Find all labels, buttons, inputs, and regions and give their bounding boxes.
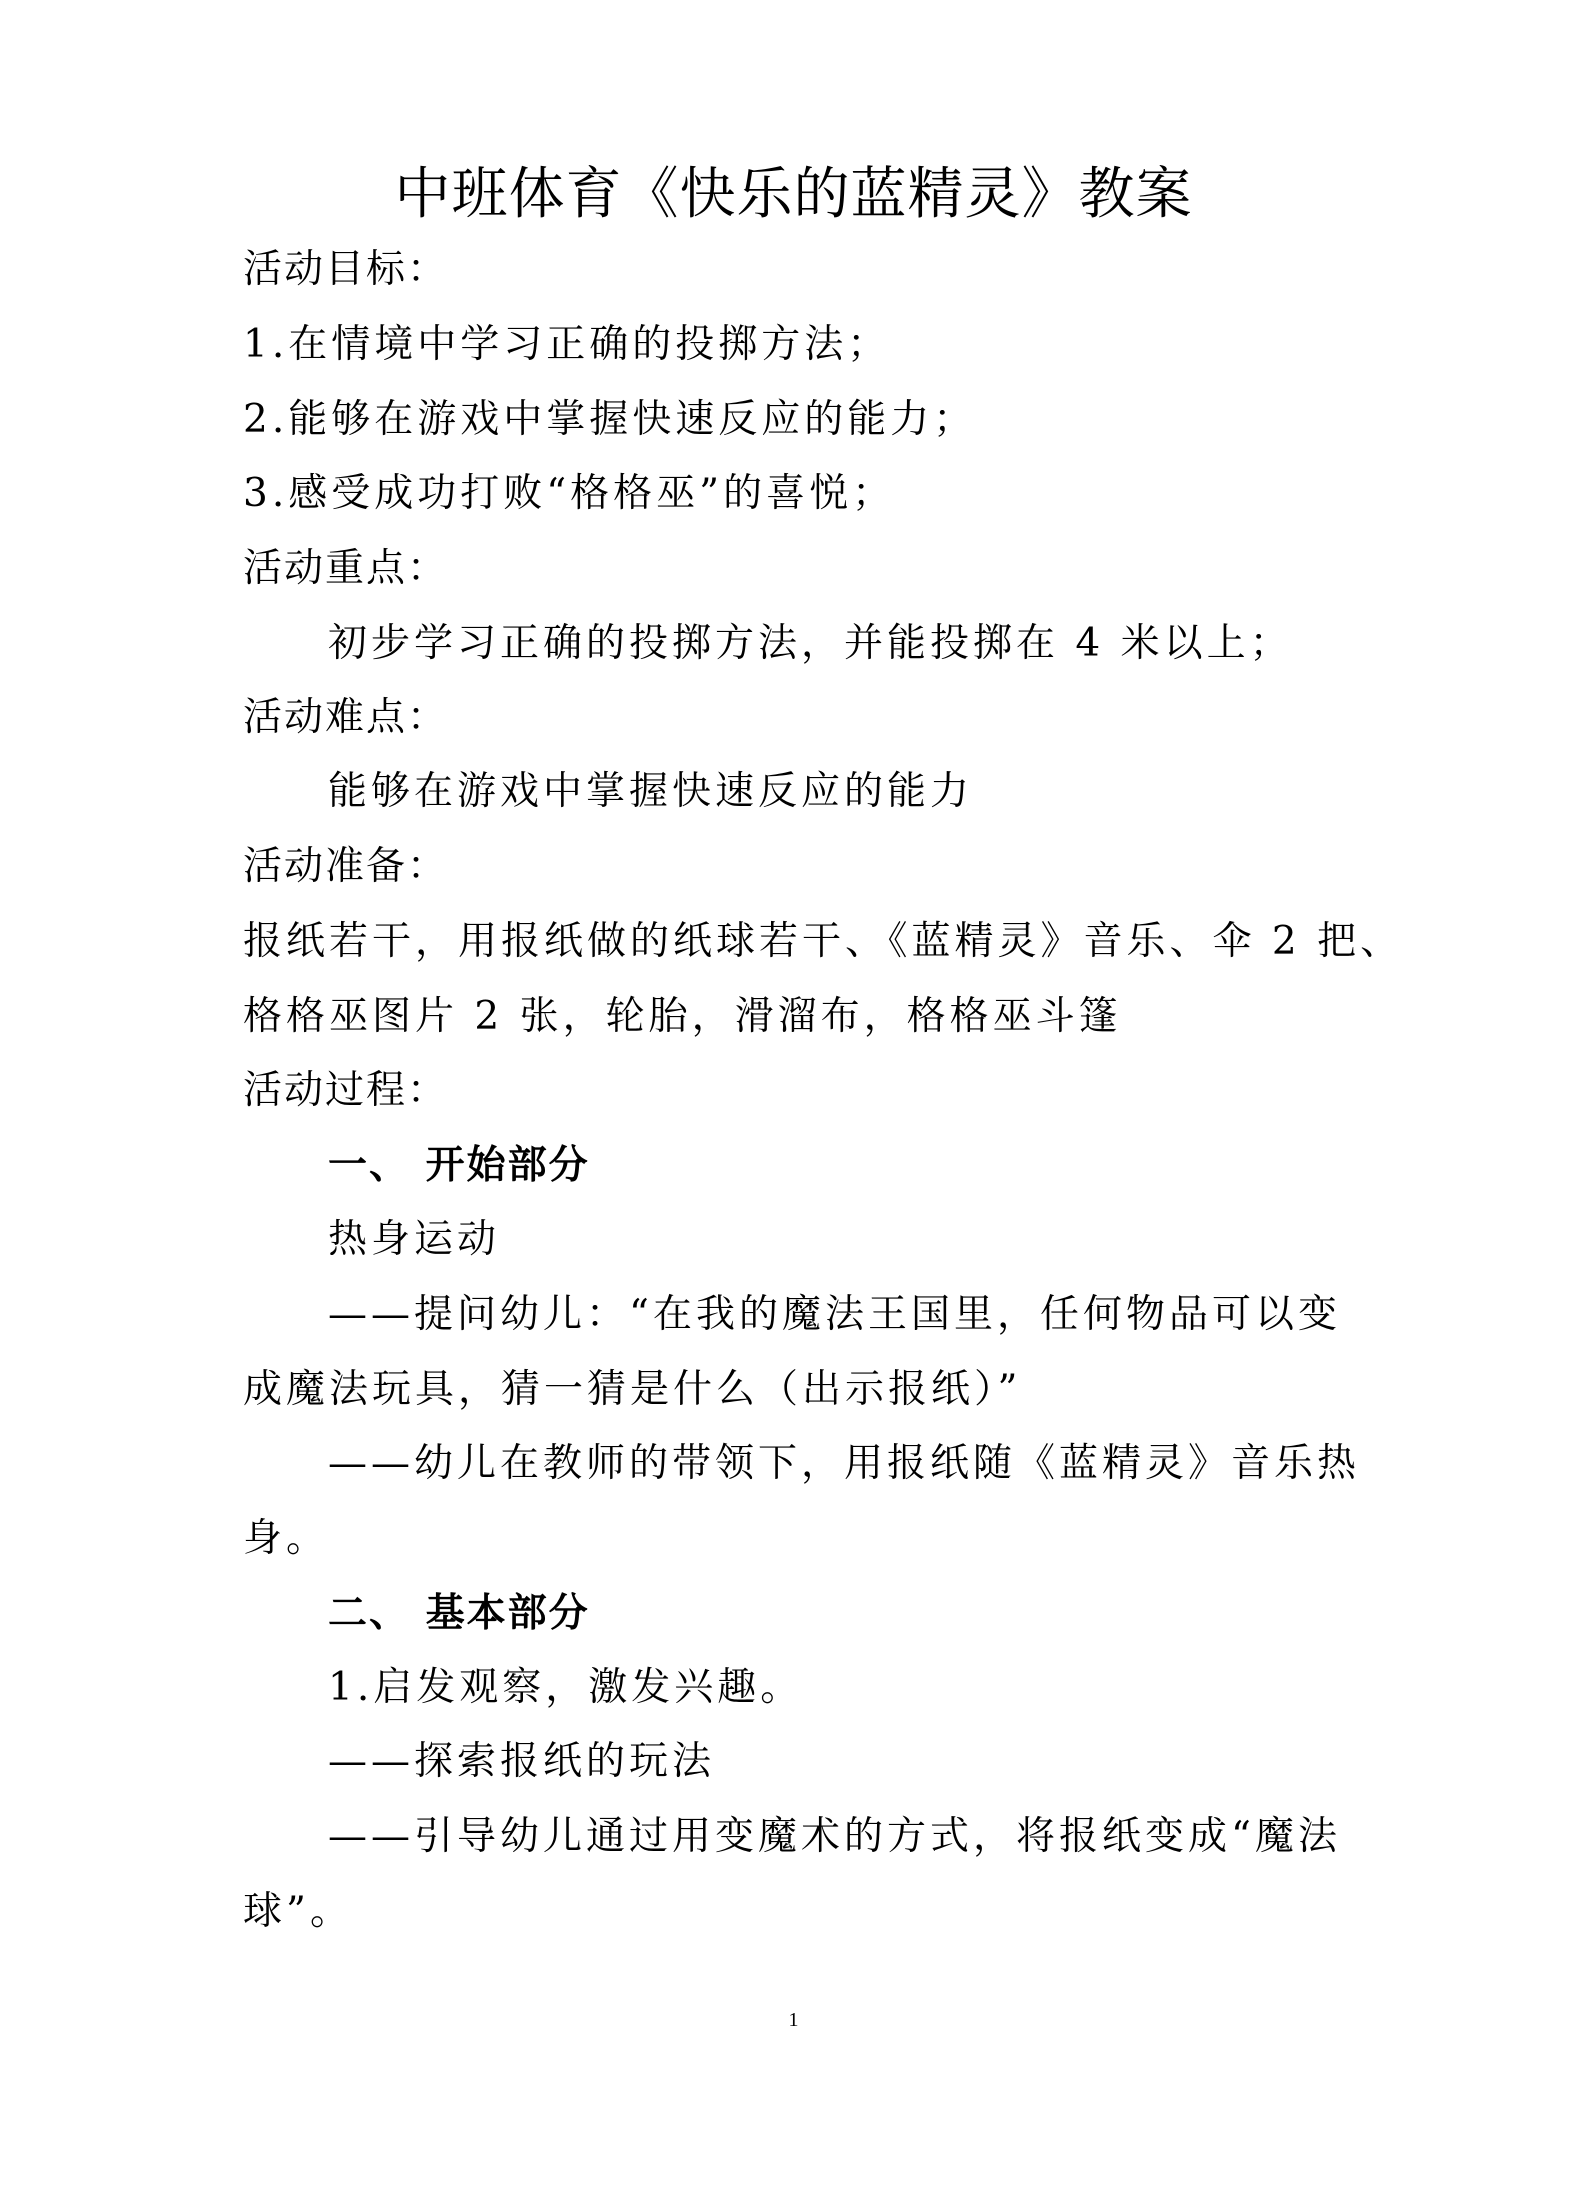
guide-line-1: ——引导幼儿通过用变魔术的方式，将报纸变成“魔法	[328, 1814, 1341, 1859]
document-title: 中班体育《快乐的蓝精灵》教案	[394, 162, 1193, 227]
explore-text: ——探索报纸的玩法	[328, 1739, 716, 1784]
goals-heading: 活动目标：	[243, 247, 449, 292]
difficulty-heading: 活动难点：	[243, 695, 449, 740]
prep-line-2: 格格巫图片 2 张，轮胎，滑溜布，格格巫斗篷	[243, 994, 1122, 1039]
lead-line-2: 身。	[243, 1516, 330, 1561]
ask-line-2: 成魔法玩具，猜一猜是什么（出示报纸）”	[243, 1367, 1022, 1412]
key-heading: 活动重点：	[243, 546, 449, 591]
goal-3: 3.感受成功打败“格格巫”的喜悦；	[243, 471, 896, 516]
prep-heading: 活动准备：	[243, 844, 449, 889]
key-text: 初步学习正确的投掷方法，并能投掷在 4 米以上；	[328, 621, 1293, 666]
warmup-text: 热身运动	[328, 1217, 501, 1262]
ask-line-1: ——提问幼儿：“在我的魔法王国里，任何物品可以变	[328, 1292, 1341, 1337]
prep-line-1: 报纸若干，用报纸做的纸球若干、《蓝精灵》音乐、伞 2 把、	[243, 919, 1404, 964]
step-1-text: 1.启发观察，激发兴趣。	[328, 1665, 804, 1710]
difficulty-text: 能够在游戏中掌握快速反应的能力	[328, 769, 974, 814]
page-number: 1	[788, 2009, 799, 2031]
lead-line-1: ——幼儿在教师的带领下，用报纸随《蓝精灵》音乐热	[328, 1441, 1361, 1486]
goal-2: 2.能够在游戏中掌握快速反应的能力；	[243, 397, 977, 442]
goal-1: 1.在情境中学习正确的投掷方法；	[243, 322, 891, 367]
section-2-heading: 二、 基本部分	[328, 1591, 590, 1636]
process-heading: 活动过程：	[243, 1068, 449, 1113]
section-1-heading: 一、 开始部分	[328, 1143, 590, 1188]
guide-line-2: 球”。	[243, 1889, 353, 1934]
